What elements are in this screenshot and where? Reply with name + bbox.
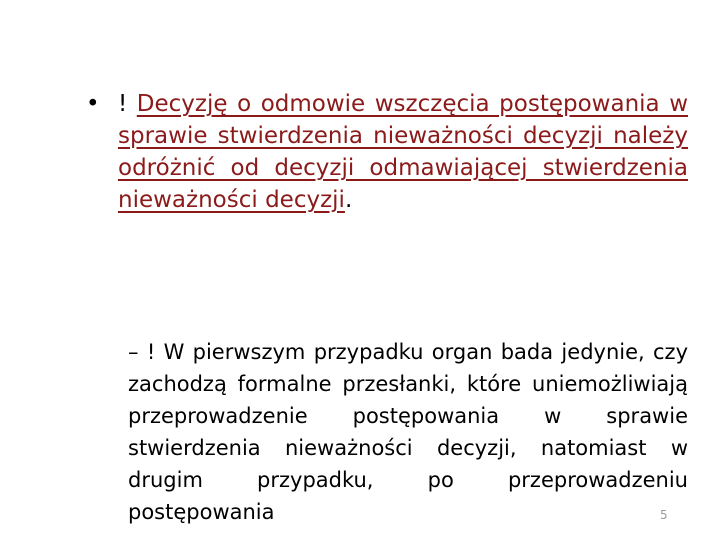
page-number: 5 bbox=[660, 508, 668, 522]
sub-bullet-text: W pierwszym przypadku organ bada jedynie, czy zachodzą formalne przesłanki, które uniemożliwiają przeprowadzenie postępowania w sprawie stwierdzenia nieważności decyzji, natomiast w drugim przypadku, po przeprowadzeniu postępowania bbox=[128, 340, 688, 524]
hyperlink-text[interactable]: Decyzję o odmowie wszczęcia postępowania w sprawie stwierdzenia nieważności decyzji należy odróżnić od decyzji odmawiającej stwierdzenia nieważności decyzji bbox=[118, 91, 688, 213]
sentence-period: . bbox=[344, 187, 353, 213]
bullet-exclamation: ! bbox=[118, 91, 137, 117]
sub-bullet-marker: – ! bbox=[128, 340, 156, 364]
bullet-marker: • bbox=[86, 91, 100, 117]
sub-bullet-paragraph bbox=[128, 336, 688, 528]
main-bullet-paragraph bbox=[118, 88, 688, 216]
